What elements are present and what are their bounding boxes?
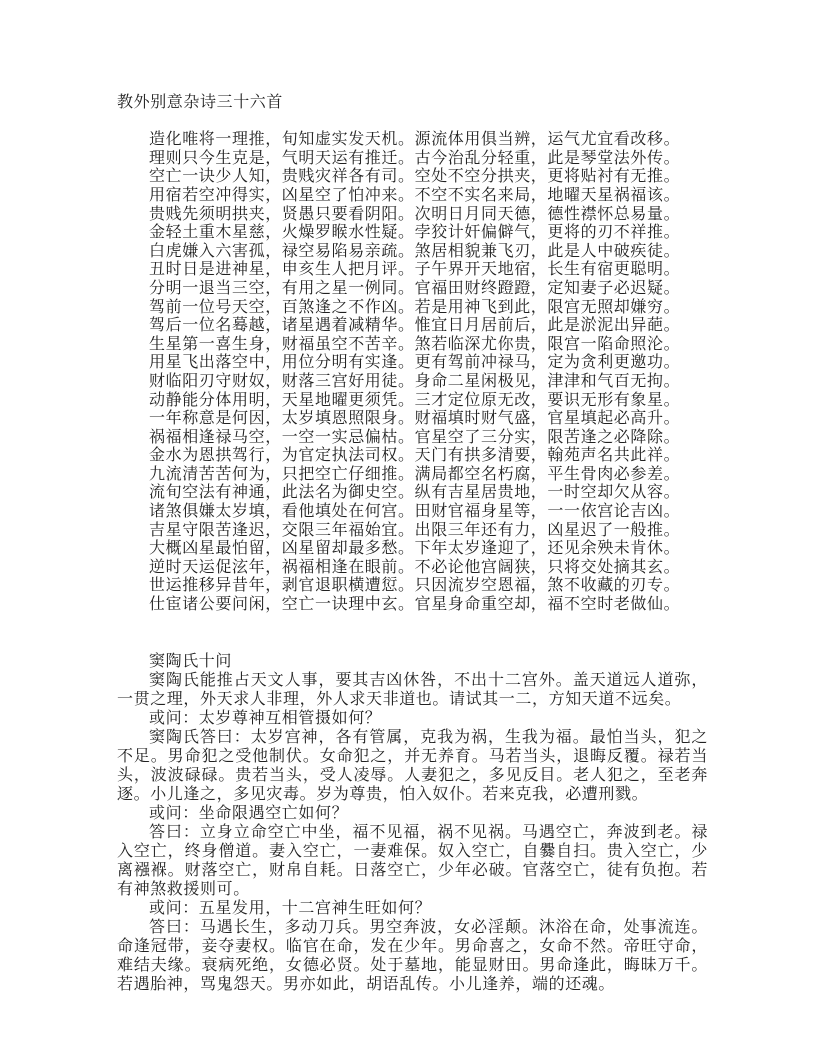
- poem-line: 丑时日是进神星，申亥生人把月评。子午界开天地宿，长生有宿更聪明。: [149, 261, 681, 279]
- paragraph: 窦陶氏答曰：太岁宫神，各有管属，克我为祸，生我为福。最怕当头，犯之不足。男命犯之受他制伏。女命犯之，并无养育。马若当头，退晦反覆。禄若当头，波波碌碌。贵若当头，受人凌辱。人妻犯之，多见反目。老人犯之，至老奔逐。小儿逢之，多见灾毒。岁为尊贵，怕入奴仆。若来克我，必遭刑戮。: [117, 728, 708, 803]
- paragraph: 或问：五星发用，十二宫神生旺如何？: [149, 899, 432, 917]
- paragraph: 答曰：立身立命空亡中坐，福不见福，祸不见祸。马遇空亡，奔波到老。禄入空亡，终身僧道。妻入空亡，一妻难保。奴入空亡，自爨自扫。贵入空亡，少离襁褓。财落空亡，财帛自耗。日落空亡，少年必破。官落空亡，徒有负抱。若有神煞救援则可。: [117, 823, 708, 898]
- poem-block: [117, 131, 708, 614]
- poem-line: 理则只今生克是，气明天运有推迁。古今治乱分轻重，此是琴堂法外传。: [149, 149, 681, 167]
- poem-line: 用星飞出落空中，用位分明有实逢。更有驾前冲禄马，定为贪利更邀功。: [149, 354, 681, 372]
- poem-line: 流旬空法有神通，此法名为御史空。纵有吉星居贵地，一时空却欠从容。: [149, 484, 681, 502]
- poem-line: 造化唯将一理推，旬知虚实发天机。源流体用俱当辨，运气尤宜看改移。: [149, 131, 681, 149]
- poem-line: 吉星守限苦逢迟，交限三年福始宜。出限三年还有力，凶星迟了一般推。: [149, 521, 681, 539]
- poem-line: 动静能分体用明，天星地曜更须凭。三才定位原无改，要识无形有象星。: [149, 391, 681, 409]
- poem-line: 白虎嫌入六害孤，禄空易陷易亲疏。煞居相貌兼飞刃，此是人中破疾徒。: [149, 242, 681, 260]
- poem-line: 逆时天运促泫年，祸福相逢在眼前。不必论他宫阔狭，只将交处摘其玄。: [149, 558, 681, 576]
- poem-line: 生星第一喜生身，财福虽空不苦辛。煞若临深尤你贵，限宫一陷命照沦。: [149, 335, 681, 353]
- poem-line: 世运推移异昔年，剥官退职横遭愆。只因流岁空恩福，煞不收藏的刃专。: [149, 577, 681, 595]
- poem-line: 诸煞俱嫌太岁填，看他填处在何宫。田财官福身星等，一一依宫论吉凶。: [149, 503, 681, 521]
- poem-line: 大概凶星最怕留，凶星留却最多愁。下年太岁逢迎了，还见余殃未肯休。: [149, 540, 681, 558]
- poem-line: 驾后一位名蓦越，诸星遇着减精华。惟宜日月居前后，此是淤泥出异葩。: [149, 317, 681, 335]
- poem-line: 财临阳刃守财奴，财落三宫好用徒。身命二星闲极见，津津和气百无拘。: [149, 372, 681, 390]
- paragraph: 答曰：马遇长生，多动刀兵。男空奔波，女必淫颠。沐浴在命，处事流连。命逢冠带，妾夺妻权。临官在命，发在少年。男命喜之，女命不然。帝旺守命，难结夫缘。衰病死绝，女德必贤。处于墓地，能显财田。男命逢此，晦昧万千。若遇胎神，骂鬼怨天。男亦如此，胡语乱传。小儿逢养，端的还魂。: [117, 918, 708, 993]
- poem-line: 空亡一诀少人知，贵贱灾祥各有司。空处不空分拱夹，更将贴衬有无推。: [149, 168, 681, 186]
- poem-line: 驾前一位号天空，百煞逢之不作凶。若是用神飞到此，限宫无照却嫌穷。: [149, 298, 681, 316]
- poem-line: 一年称意是何因，太岁填恩照限身。财福填时财气盛，官星填起必高升。: [149, 410, 681, 428]
- paragraph: 或问：太岁尊神互相管摄如何？: [149, 709, 382, 727]
- section-body: [117, 671, 708, 994]
- poem-line: 分明一退当三空，有用之星一例同。官福田财终蹬蹬，定知妻子必迟疑。: [149, 279, 681, 297]
- poem-line: 仕宦诸公要问闲，空亡一诀理中玄。官星身命重空却，福不空时老做仙。: [149, 596, 681, 614]
- poem-line: 金水为恩拱驾行，为官定执法司权。天门有拱多清要，翰苑声名共此祥。: [149, 447, 681, 465]
- poem-line: 用宿若空冲得实，凶星空了怕冲来。不空不实名来局，地曜天星祸福该。: [149, 186, 681, 204]
- poem-line: 九流清苦苦何为，只把空亡仔细推。满局都空名朽腐，平生骨肉必参差。: [149, 465, 681, 483]
- paragraph: 或问：坐命限遇空亡如何？: [149, 804, 349, 822]
- document-title: 教外别意杂诗三十六首: [117, 94, 284, 111]
- poem-line: 金轻土重木星慈，火燥罗睺水性疑。孛狡计奸偏僻气，更将的刃不祥推。: [149, 224, 681, 242]
- section-heading: 窦陶氏十问: [149, 652, 233, 670]
- poem-line: 祸福相逢禄马空，一空一实忌偏枯。官星空了三分实，限苦逢之必降除。: [149, 428, 681, 446]
- poem-line: 贵贱先须明拱夹，贤愚只要看阴阳。次明日月同天德，德性襟怀总易量。: [149, 205, 681, 223]
- paragraph: 窦陶氏能推占天文人事，要其吉凶休咎，不出十二宫外。盖天道远人道弥，一贯之理，外天求人非理，外人求天非道也。请试其一二，方知天道不远矣。: [117, 671, 708, 708]
